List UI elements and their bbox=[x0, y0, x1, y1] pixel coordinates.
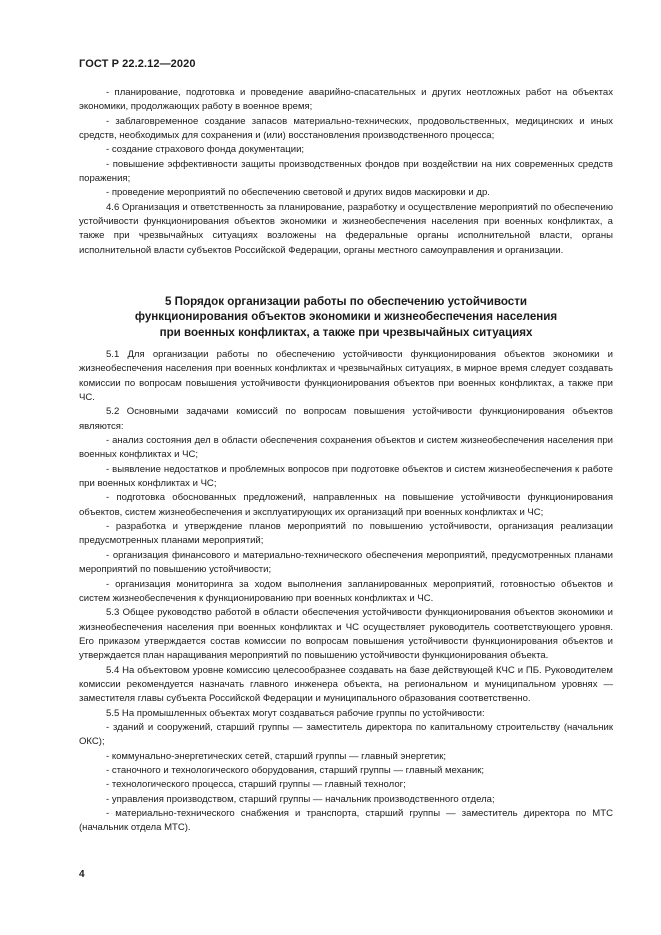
paragraph: - станочного и технологического оборудования, старший группы — главный механик; bbox=[106, 764, 485, 776]
section-heading-line: при военных конфликтах, а также при чрезвычайных ситуациях bbox=[159, 325, 533, 339]
paragraph: 4.6 Организация и ответственность за планирование, разработку и осуществление мероприятий по обеспечению устойчивости функционирования объектов экономики и жизнеобеспечения населения при военных конфликтах, а также при чрезвычайных ситуациях возложены на федеральные органы исполнительной власти, органы исполнительной власти субъектов Российской Федерации, органы местного самоуправления и организации. bbox=[79, 201, 613, 256]
document-header: ГОСТ Р 22.2.12—2020 bbox=[79, 58, 196, 70]
paragraph: - подготовка обоснованных предложений, направленных на повышение устойчивости функционирования объектов, систем жизнеобеспечения и эксплуатирующих их организаций при военных конфликтах и ЧС; bbox=[79, 492, 613, 518]
paragraph: - материально-технического снабжения и транспорта, старший группы — заместитель директора по МТС (начальник отдела МТС). bbox=[79, 808, 613, 834]
paragraph: 5.2 Основными задачами комиссий по вопросам повышения устойчивости функционирования объектов являются: bbox=[79, 406, 613, 432]
paragraph: 5.3 Общее руководство работой в области обеспечения устойчивости функционирования объектов экономики и жизнеобеспечения населения при военных конфликтах и ЧС осуществляет руководитель соответствующего уровня. Его приказом утверждается состав комиссии по вопросам повышения устойчивости функционирования объектов и утверждается план наращивания мероприятий по повышению устойчивости функционирования объекта. bbox=[79, 607, 613, 662]
paragraph: 5.4 На объектовом уровне комиссию целесообразнее создавать на базе действующей КЧС и ПБ. Руководителем комиссии рекомендуется назначать главного инженера объекта, на региональном и муниципальном уровнях — заместителя главы субъекта Российской Федерации и муниципального образования соответственно. bbox=[79, 664, 613, 705]
paragraph: - создание страхового фонда документации; bbox=[106, 144, 305, 156]
section-heading bbox=[79, 294, 613, 340]
paragraph: - анализ состояния дел в области обеспечения сохранения объектов и систем жизнеобеспечения населения при военных конфликтах и ЧС; bbox=[79, 435, 613, 461]
intro-text-block bbox=[79, 86, 613, 258]
paragraph: - заблаговременное создание запасов материально-технических, продовольственных, медицинских и иных средств, необходимых для сохранения и (или) восстановления производственного процесса; bbox=[79, 115, 613, 142]
paragraph: - организация финансового и материально-технического обеспечения мероприятий, предусмотренных планами мероприятий по повышению устойчивости; bbox=[79, 549, 613, 576]
paragraph: - выявление недостатков и проблемных вопросов при подготовке объектов и систем жизнеобеспечения к работе при военных конфликтах и ЧС; bbox=[79, 463, 613, 490]
section-heading-line: 5 Порядок организации работы по обеспечению устойчивости bbox=[165, 295, 527, 308]
paragraph: 5.1 Для организации работы по обеспечению устойчивости функционирования объектов экономики и жизнеобеспечения населения при военных конфликтах и чрезвычайных ситуациях, в мирное время следует создавать комиссии по вопросам повышения устойчивости функционирования объектов при военных конфликтах, а также при ЧС. bbox=[79, 349, 613, 404]
paragraph: 5.5 На промышленных объектах могут создаваться рабочие группы по устойчивости: bbox=[106, 707, 485, 719]
page-number: 4 bbox=[79, 869, 85, 880]
paragraph: - повышение эффективности защиты производственных фондов при воздействии на них современных средств поражения; bbox=[79, 158, 613, 185]
paragraph: - организация мониторинга за ходом выполнения запланированных мероприятий, готовностью объектов и систем жизнеобеспечения к функционированию при военных конфликтах и ЧС. bbox=[79, 578, 613, 604]
section-text-block bbox=[79, 348, 613, 836]
paragraph: - управления производством, старший группы — начальник производственного отдела; bbox=[106, 793, 495, 805]
paragraph: - зданий и сооружений, старший группы — заместитель директора по капитальному строительству (начальник ОКС); bbox=[79, 721, 613, 748]
paragraph: - разработка и утверждение планов мероприятий по повышению устойчивости, организация реализации предусмотренных планами мероприятий; bbox=[79, 521, 613, 547]
paragraph: - проведение мероприятий по обеспечению световой и других видов маскировки и др. bbox=[106, 187, 490, 199]
paragraph: - коммунально-энергетических сетей, старший группы — главный энергетик; bbox=[106, 750, 447, 762]
paragraph: - планирование, подготовка и проведение аварийно-спасательных и других неотложных работ на объектах экономики, продолжающих работу в военное время; bbox=[79, 87, 613, 113]
paragraph: - технологического процесса, старший группы — главный технолог; bbox=[106, 779, 406, 791]
section-heading-line: функционирования объектов экономики и жизнеобеспечения населения bbox=[134, 310, 558, 324]
